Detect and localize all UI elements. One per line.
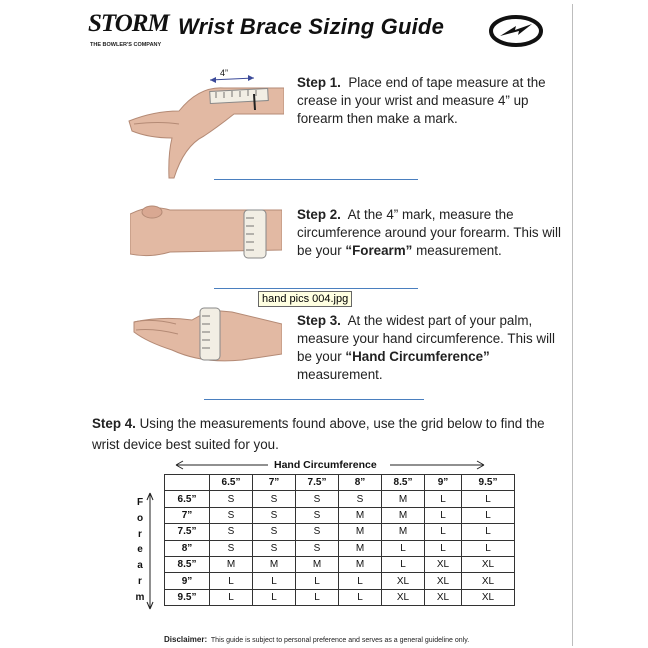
grid-size-cell: L (253, 589, 296, 605)
step4-instructions: Using the measurements found above, use the grid below to find the wrist device best suited for you. (92, 416, 545, 452)
divider-3 (204, 399, 424, 400)
logo-brand: STORM (88, 10, 169, 37)
grid-size-cell: S (253, 524, 296, 540)
grid-size-cell: S (339, 491, 382, 507)
row-axis-letter: r (138, 528, 142, 540)
grid-size-cell: S (296, 524, 339, 540)
step3-label: Step 3. (297, 313, 341, 328)
grid-size-cell: L (296, 573, 339, 589)
step3-emphasis: “Hand Circumference” (345, 349, 490, 364)
grid-column-header: 7” (253, 475, 296, 491)
grid-column-header: 7.5” (296, 475, 339, 491)
step1-instructions: Place end of tape measure at the crease in your wrist and measure 4” up forearm then make a mark. (297, 75, 546, 126)
grid-size-cell: S (210, 540, 253, 556)
storm-logo (88, 10, 169, 50)
grid-size-cell: L (462, 507, 515, 523)
grid-size-cell: M (210, 556, 253, 572)
step4-text (92, 413, 562, 455)
grid-size-cell: M (339, 540, 382, 556)
grid-row (165, 524, 515, 540)
disclaimer (164, 635, 469, 644)
disclaimer-text: This guide is subject to personal preference and serves as a general guideline only. (210, 637, 470, 644)
grid-size-cell: L (425, 507, 462, 523)
divider-1 (214, 179, 418, 180)
grid-size-cell: L (339, 589, 382, 605)
grid-size-cell: M (339, 507, 382, 523)
step2-label: Step 2. (297, 207, 341, 222)
step1-text (297, 74, 569, 128)
grid-size-cell: M (296, 556, 339, 572)
row-axis-letter: e (137, 544, 143, 556)
size-grid (164, 474, 515, 606)
grid-size-cell: L (339, 573, 382, 589)
grid-size-cell: S (210, 491, 253, 507)
step3-instructions-end: measurement. (297, 367, 383, 382)
grid-size-cell: XL (462, 556, 515, 572)
grid-size-cell: XL (382, 589, 425, 605)
step2-text (297, 206, 569, 260)
grid-row (165, 491, 515, 507)
row-axis-letter: r (138, 575, 142, 587)
grid-column-header: 8” (339, 475, 382, 491)
logo-tagline: THE BOWLER'S COMPANY (90, 42, 162, 48)
step2-instructions-end: measurement. (412, 243, 502, 258)
grid-size-cell: S (253, 507, 296, 523)
grid-size-cell: L (382, 556, 425, 572)
grid-size-cell: S (210, 507, 253, 523)
row-axis-label (134, 495, 146, 606)
grid-size-cell: M (382, 524, 425, 540)
grid-size-cell: M (382, 507, 425, 523)
grid-size-cell: L (462, 491, 515, 507)
grid-size-cell: L (210, 573, 253, 589)
grid-column-header: 8.5” (382, 475, 425, 491)
sizing-guide-page (78, 4, 573, 646)
grid-row-header: 8” (165, 540, 210, 556)
grid-size-cell: XL (425, 556, 462, 572)
grid-row (165, 589, 515, 605)
grid-row-header: 6.5” (165, 491, 210, 507)
grid-row (165, 507, 515, 523)
grid-row-header: 7” (165, 507, 210, 523)
grid-row (165, 540, 515, 556)
grid-size-cell: S (253, 540, 296, 556)
row-axis-letter: m (135, 591, 145, 603)
column-axis-label: Hand Circumference (274, 459, 377, 471)
grid-corner-cell (165, 475, 210, 491)
divider-2 (214, 288, 418, 289)
grid-size-cell: L (382, 540, 425, 556)
row-axis-letter: o (136, 512, 144, 524)
grid-row-header: 9” (165, 573, 210, 589)
row-axis-letter: F (136, 497, 144, 508)
grid-size-cell: L (425, 524, 462, 540)
step3-instructions: At the widest part of your palm, measure your hand circumference. This will be your (297, 313, 555, 364)
grid-row (165, 573, 515, 589)
grid-size-cell: S (296, 507, 339, 523)
step1-photo-marker: 4” (220, 68, 229, 78)
grid-size-cell: XL (425, 589, 462, 605)
row-axis-arrow-icon (146, 491, 154, 611)
grid-row-header: 8.5” (165, 556, 210, 572)
grid-size-cell: S (253, 491, 296, 507)
grid-size-cell: L (425, 491, 462, 507)
image-filename-tooltip: hand pics 004.jpg (258, 291, 352, 307)
grid-size-cell: M (382, 491, 425, 507)
step2-photo (130, 202, 282, 264)
grid-size-cell: XL (462, 573, 515, 589)
step3-text (297, 312, 569, 384)
grid-header-row (165, 475, 515, 491)
grid-row-header: 9.5” (165, 589, 210, 605)
grid-size-cell: L (296, 589, 339, 605)
grid-size-cell: L (210, 589, 253, 605)
grid-column-header: 9” (425, 475, 462, 491)
grid-size-cell: S (296, 491, 339, 507)
grid-size-cell: L (253, 573, 296, 589)
column-axis-left-arrow-icon (174, 459, 270, 471)
page-title: Wrist Brace Sizing Guide (178, 14, 445, 39)
step2-instructions: At the 4” mark, measure the circumference around your forearm. This will be your (297, 207, 561, 258)
grid-column-header: 9.5” (462, 475, 515, 491)
grid-body (165, 491, 515, 606)
storm-ball-logo-icon (488, 14, 544, 48)
grid-size-cell: M (339, 524, 382, 540)
grid-size-cell: XL (462, 589, 515, 605)
grid-row-header: 7.5” (165, 524, 210, 540)
column-axis-right-arrow-icon (388, 459, 486, 471)
grid-size-cell: L (462, 524, 515, 540)
step2-emphasis: “Forearm” (345, 243, 413, 258)
grid-column-header: 6.5” (210, 475, 253, 491)
grid-size-cell: M (339, 556, 382, 572)
step4-label: Step 4. (92, 416, 136, 431)
grid-size-cell: S (296, 540, 339, 556)
step3-photo (132, 302, 282, 366)
grid-size-cell: XL (425, 573, 462, 589)
grid-row (165, 556, 515, 572)
step1-label: Step 1. (297, 75, 341, 90)
disclaimer-label: Disclaimer: (164, 635, 208, 644)
grid-size-cell: M (253, 556, 296, 572)
grid-size-cell: L (462, 540, 515, 556)
row-axis-letter: a (137, 560, 143, 572)
step1-photo (124, 66, 284, 181)
grid-size-cell: XL (382, 573, 425, 589)
grid-size-cell: S (210, 524, 253, 540)
grid-size-cell: L (425, 540, 462, 556)
